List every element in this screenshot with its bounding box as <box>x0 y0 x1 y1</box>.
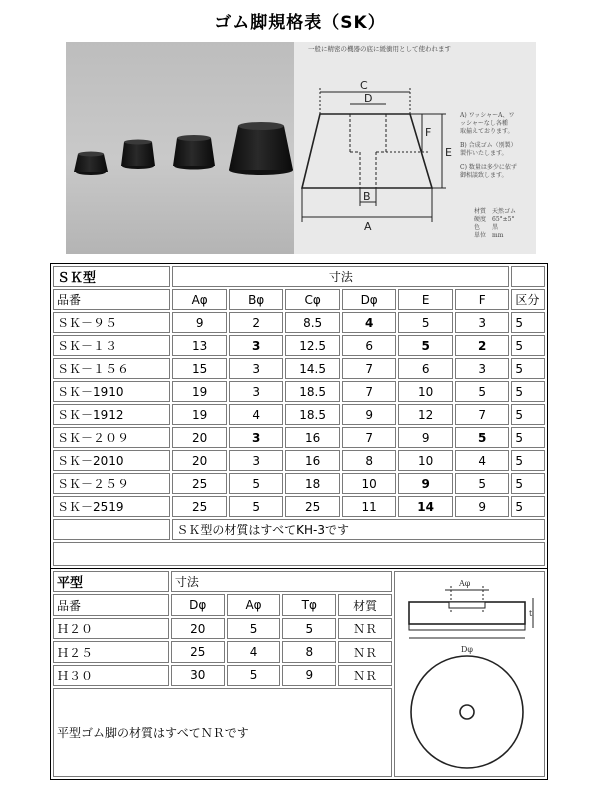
col-header: Dφ <box>171 594 225 615</box>
dim-label-b: B <box>363 190 371 203</box>
table-row: Ｈ２０ 20 5 5 ＮＲ <box>53 618 545 639</box>
flat-foot-drawing <box>395 572 539 773</box>
figure-notes: A) ワッシャーA、ワ ッシャーなし各種 取揃えております。 B) 合成ゴム（別製） 製作いたします。 C) 数量は多少に依ず 御相談致します。 <box>460 112 517 179</box>
col-header: 材質 <box>338 594 392 615</box>
table-row: Ｈ２５ 25 4 8 ＮＲ <box>53 641 545 662</box>
sk-header-row <box>53 266 545 287</box>
table-row: ＳＫ－２０９ 20 3 16 7 9 5 5 <box>53 427 545 448</box>
sk-dims-header: 寸法 <box>172 266 509 287</box>
table-row: ＳＫ－1910 19 3 18.5 7 10 5 5 <box>53 381 545 402</box>
col-header: Aφ <box>172 289 227 310</box>
table-row: ＳＫ－2010 20 3 16 8 10 4 5 <box>53 450 545 471</box>
dim-label-d: D <box>364 92 373 105</box>
col-header: 品番 <box>53 289 170 310</box>
material-spec: 材質 天然ゴム 硬度 65°±5° 色 黒 単位 mm <box>474 208 517 239</box>
dimension-schematic <box>294 42 536 254</box>
dim-label-c: C <box>360 79 368 92</box>
spacer-row <box>53 542 545 566</box>
product-figure <box>66 42 536 254</box>
flat-spec-table <box>50 568 548 780</box>
label-d-phi: Dφ <box>460 645 473 654</box>
col-header: Tφ <box>282 594 336 615</box>
col-header: Aφ <box>227 594 281 615</box>
dim-label-a: A <box>364 220 372 233</box>
col-header: F <box>455 289 510 310</box>
table-row: ＳＫ－2519 25 5 25 11 14 9 5 <box>53 496 545 517</box>
col-header: 品番 <box>53 594 169 615</box>
col-header: Dφ <box>342 289 397 310</box>
flat-dims-header: 寸法 <box>171 571 392 592</box>
sk-column-headers <box>53 289 545 310</box>
table-row: ＳＫ－１５６ 15 3 14.5 7 6 3 5 <box>53 358 545 379</box>
dim-label-f: F <box>425 126 432 139</box>
table-row: ＳＫ－９５ 9 2 8.5 4 5 3 5 <box>53 312 545 333</box>
col-header: Bφ <box>229 289 284 310</box>
sk-material-row <box>53 519 545 540</box>
sk-spec-table <box>50 263 548 569</box>
figure-caption: 一般に精密の機器の底に緩衝用として使われます <box>308 45 451 53</box>
col-header: E <box>398 289 453 310</box>
label-a-phi: Aφ <box>458 579 471 588</box>
table-row: Ｈ３０ 30 5 9 ＮＲ <box>53 665 545 686</box>
flat-material-note: 平型ゴム脚の材質はすべてＮＲです <box>53 688 392 777</box>
sk-material-note: ＳＫ型の材質はすべてKH-3です <box>172 519 545 540</box>
col-header: Cφ <box>285 289 340 310</box>
rubber-feet-photo <box>66 42 294 254</box>
flat-type-header: 平型 <box>53 571 169 592</box>
col-header: 区分 <box>511 289 545 310</box>
table-row: ＳＫ－1912 19 4 18.5 9 12 7 5 <box>53 404 545 425</box>
label-t: t <box>528 609 533 618</box>
sk-type-header: ＳＫ型 <box>53 266 170 287</box>
flat-header-row <box>53 571 545 592</box>
dim-label-e: E <box>445 146 452 159</box>
table-row: ＳＫ－１３ 13 3 12.5 6 5 2 5 <box>53 335 545 356</box>
page-title: ゴム脚規格表（SK） <box>214 13 386 33</box>
table-row: ＳＫ－２５９ 25 5 18 10 9 5 5 <box>53 473 545 494</box>
product-photo <box>66 42 294 254</box>
flat-diagram-cell <box>394 571 545 777</box>
